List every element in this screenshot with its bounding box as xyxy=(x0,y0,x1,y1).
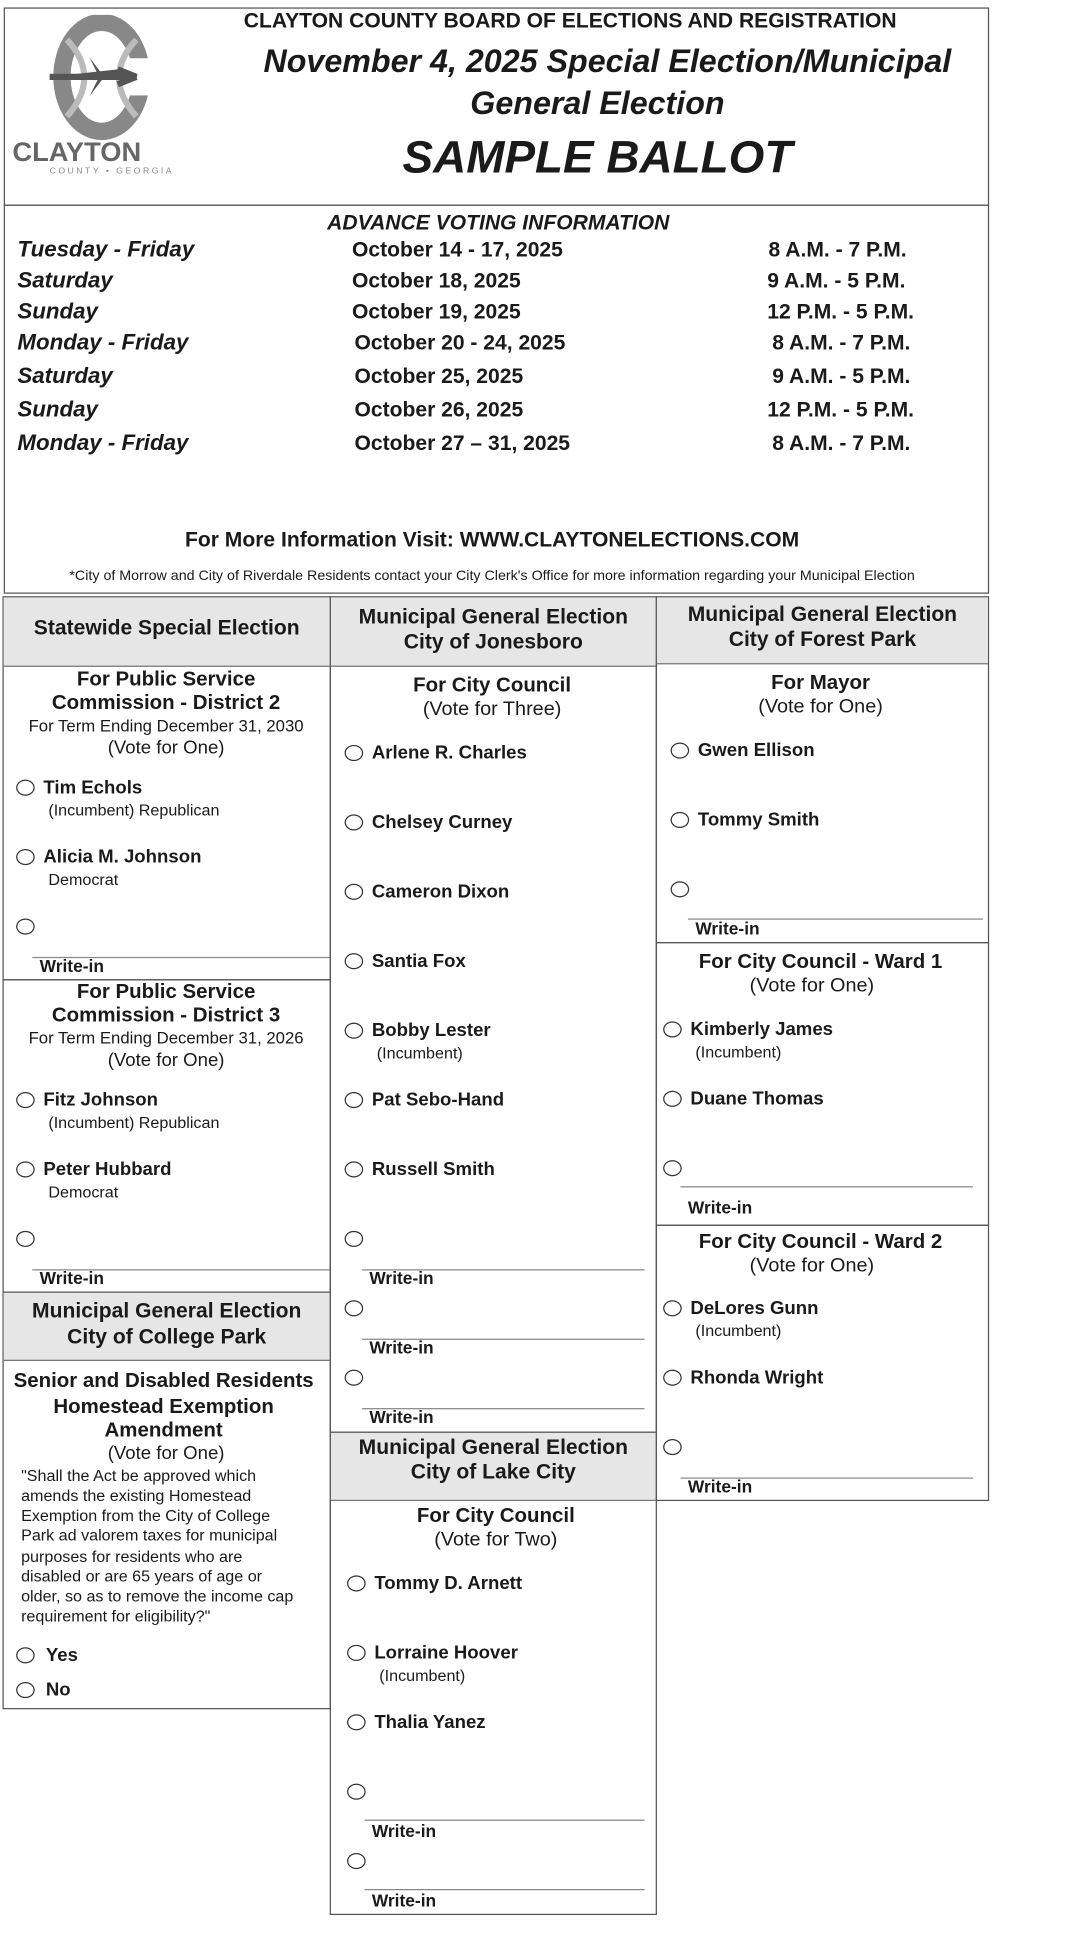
section-header-line: City of Lake City xyxy=(410,1459,576,1484)
candidate-name: DeLores Gunn xyxy=(690,1297,819,1319)
contest-title: Homestead Exemption xyxy=(53,1395,274,1418)
candidate-name: Duane Thomas xyxy=(690,1087,824,1110)
candidate-bubble[interactable] xyxy=(16,1161,35,1177)
voting-hours: 9 A.M. - 5 P.M. xyxy=(767,268,906,293)
contest-title: For Mayor xyxy=(771,671,870,695)
voting-dates: October 19, 2025 xyxy=(352,299,521,324)
candidate-bubble[interactable] xyxy=(16,849,35,865)
contest-title: Senior and Disabled Residents xyxy=(13,1369,314,1392)
candidate-bubble[interactable] xyxy=(345,1023,364,1039)
write-in-line[interactable] xyxy=(680,1186,973,1187)
section-header-line: Municipal General Election xyxy=(358,1434,628,1459)
contest-box xyxy=(330,596,657,1433)
write-in-bubble[interactable] xyxy=(16,1231,35,1247)
voting-hours: 12 P.M. - 5 P.M. xyxy=(767,299,915,324)
write-in-label: Write-in xyxy=(371,1821,437,1842)
option-bubble[interactable] xyxy=(16,1647,35,1663)
footnote: *City of Morrow and City of Riverdale Residents contact your City Clerk's Office for more information regarding your Municipal Election xyxy=(69,568,915,584)
candidate-bubble[interactable] xyxy=(345,1161,364,1177)
write-in-bubble[interactable] xyxy=(345,1231,364,1247)
write-in-bubble[interactable] xyxy=(663,1160,682,1176)
candidate-name: Tommy D. Arnett xyxy=(374,1572,523,1594)
voting-days: Monday - Friday xyxy=(17,430,189,456)
voting-days: Tuesday - Friday xyxy=(17,236,195,262)
ballot-title: SAMPLE BALLOT xyxy=(402,130,793,182)
candidate-detail: (Incumbent) xyxy=(695,1321,782,1340)
candidate-bubble[interactable] xyxy=(663,1091,682,1107)
vote-instruction: (Vote for Two) xyxy=(434,1529,558,1551)
vote-instruction: (Vote for One) xyxy=(758,696,883,718)
section-header-line: Municipal General Election xyxy=(358,604,628,628)
contest-title: For City Council xyxy=(413,674,572,697)
contest-term: For Term Ending December 31, 2030 xyxy=(28,715,304,735)
write-in-label: Write-in xyxy=(695,918,760,939)
candidate-bubble[interactable] xyxy=(16,780,35,796)
candidate-name: Lorraine Hoover xyxy=(374,1642,518,1664)
candidate-detail: (Incumbent) xyxy=(695,1042,782,1061)
candidate-detail: (Incumbent) Republican xyxy=(48,1112,220,1132)
vote-instruction: (Vote for One) xyxy=(107,1442,225,1464)
write-in-label: Write-in xyxy=(369,1337,434,1358)
candidate-bubble[interactable] xyxy=(16,1092,35,1108)
voting-dates: October 18, 2025 xyxy=(352,268,521,293)
candidate-name: Bobby Lester xyxy=(371,1019,491,1041)
write-in-label: Write-in xyxy=(687,1197,753,1218)
voting-dates: October 25, 2025 xyxy=(354,363,524,388)
candidate-name: Thalia Yanez xyxy=(374,1711,486,1733)
contest-title: For City Council - Ward 2 xyxy=(698,1230,943,1254)
candidate-bubble[interactable] xyxy=(345,745,364,761)
section-header-line: Municipal General Election xyxy=(32,1298,302,1323)
candidate-bubble[interactable] xyxy=(663,1370,682,1386)
candidate-name: Fitz Johnson xyxy=(43,1089,159,1111)
voting-days: Sunday xyxy=(17,396,98,422)
candidate-bubble[interactable] xyxy=(671,742,690,758)
question-text: amends the existing Homestead xyxy=(21,1486,252,1505)
candidate-bubble[interactable] xyxy=(671,812,690,828)
candidate-bubble[interactable] xyxy=(663,1021,682,1037)
voting-days: Sunday xyxy=(17,298,98,324)
contest-title: Commission - District 3 xyxy=(51,1003,281,1027)
candidate-bubble[interactable] xyxy=(347,1714,366,1730)
logo-sub: COUNTY • GEORGIA xyxy=(49,167,175,177)
voting-hours: 8 A.M. - 7 P.M. xyxy=(772,330,911,355)
candidate-name: Rhonda Wright xyxy=(690,1366,824,1388)
voting-dates: October 14 - 17, 2025 xyxy=(352,237,563,262)
voting-hours: 12 P.M. - 5 P.M. xyxy=(767,397,915,421)
option-label: Yes xyxy=(45,1644,78,1666)
write-in-bubble[interactable] xyxy=(663,1439,682,1455)
write-in-bubble[interactable] xyxy=(345,1370,364,1386)
question-text: Exemption from the City of College xyxy=(21,1506,271,1525)
voting-dates: October 27 – 31, 2025 xyxy=(354,430,571,455)
candidate-detail: (Incumbent) xyxy=(379,1665,466,1685)
vote-instruction: (Vote for One) xyxy=(107,737,225,759)
contest-title: Amendment xyxy=(104,1419,223,1442)
candidate-detail: Democrat xyxy=(48,1182,119,1201)
option-bubble[interactable] xyxy=(16,1682,35,1698)
contest-title: For City Council - Ward 1 xyxy=(698,950,943,973)
section-header-line: Municipal General Election xyxy=(687,601,958,626)
vote-instruction: (Vote for One) xyxy=(107,1049,225,1071)
write-in-bubble[interactable] xyxy=(16,918,35,934)
candidate-bubble[interactable] xyxy=(347,1645,366,1661)
write-in-bubble[interactable] xyxy=(671,881,690,897)
election-title: November 4, 2025 Special Election/Municipal xyxy=(263,41,952,79)
write-in-label: Write-in xyxy=(39,956,104,976)
write-in-label: Write-in xyxy=(371,1890,437,1911)
candidate-name: Tommy Smith xyxy=(697,809,820,831)
election-title: General Election xyxy=(470,83,725,122)
write-in-label: Write-in xyxy=(369,1407,434,1428)
candidate-name: Tim Echols xyxy=(43,776,143,798)
candidate-name: Gwen Ellison xyxy=(697,739,815,761)
candidate-name: Russell Smith xyxy=(371,1158,495,1180)
question-text: older, so as to remove the income cap xyxy=(21,1586,294,1606)
contest-title: For City Council xyxy=(416,1504,575,1527)
candidate-bubble[interactable] xyxy=(345,1092,364,1108)
voting-days: Saturday xyxy=(17,267,113,293)
contest-title: For Public Service xyxy=(76,980,256,1003)
clayton-logo xyxy=(12,15,198,179)
contest-box xyxy=(2,979,330,1293)
candidate-name: Chelsey Curney xyxy=(371,811,513,833)
candidate-bubble[interactable] xyxy=(345,953,364,969)
write-in-bubble[interactable] xyxy=(347,1784,366,1800)
write-in-bubble[interactable] xyxy=(345,1300,364,1316)
write-in-label: Write-in xyxy=(369,1268,434,1289)
candidate-name: Arlene R. Charles xyxy=(371,742,527,764)
option-label: No xyxy=(45,1679,71,1701)
voting-days: Saturday xyxy=(17,363,113,389)
write-in-label: Write-in xyxy=(39,1268,104,1289)
candidate-bubble[interactable] xyxy=(345,884,364,900)
question-text: disabled or are 65 years of age or xyxy=(21,1566,263,1586)
candidate-name: Santia Fox xyxy=(371,950,466,972)
contest-title: Commission - District 2 xyxy=(51,691,281,714)
candidate-name: Peter Hubbard xyxy=(43,1158,172,1180)
vote-instruction: (Vote for Three) xyxy=(422,699,562,721)
section-header-line: City of Jonesboro xyxy=(403,629,583,653)
voting-dates: October 20 - 24, 2025 xyxy=(354,330,566,355)
contest-title: For Public Service xyxy=(76,667,256,691)
candidate-bubble[interactable] xyxy=(347,1575,366,1591)
vote-instruction: (Vote for One) xyxy=(749,975,875,997)
candidate-name: Alicia M. Johnson xyxy=(43,846,202,868)
section-header-line: City of College Park xyxy=(67,1324,267,1349)
section-header-line: Statewide Special Election xyxy=(33,615,300,640)
candidate-detail: (Incumbent) Republican xyxy=(48,800,220,820)
more-info-link[interactable]: For More Information Visit: WWW.CLAYTONELECTIONS.COM xyxy=(184,527,800,552)
question-text: Park ad valorem taxes for municipal xyxy=(21,1526,278,1545)
voting-days: Monday - Friday xyxy=(17,329,189,355)
candidate-bubble[interactable] xyxy=(345,814,364,830)
contest-term: For Term Ending December 31, 2026 xyxy=(28,1028,304,1047)
section-header-line: City of Forest Park xyxy=(728,626,917,651)
candidate-name: Cameron Dixon xyxy=(371,880,510,903)
logo-name: CLAYTON xyxy=(12,136,142,168)
candidate-detail: Democrat xyxy=(48,869,119,889)
question-text: purposes for residents who are xyxy=(21,1546,243,1566)
vote-instruction: (Vote for One) xyxy=(749,1255,875,1277)
candidate-bubble[interactable] xyxy=(663,1300,682,1316)
candidate-name: Pat Sebo-Hand xyxy=(371,1089,505,1111)
voting-dates: October 26, 2025 xyxy=(354,397,524,421)
question-text: requirement for eligibility?" xyxy=(21,1606,211,1626)
candidate-detail: (Incumbent) xyxy=(376,1043,463,1063)
voting-hours: 8 A.M. - 7 P.M. xyxy=(768,237,907,262)
question-text: "Shall the Act be approved which xyxy=(21,1466,257,1485)
write-in-label: Write-in xyxy=(687,1476,753,1497)
voting-hours: 8 A.M. - 7 P.M. xyxy=(772,430,911,455)
voting-hours: 9 A.M. - 5 P.M. xyxy=(772,363,911,388)
org-name: CLAYTON COUNTY BOARD OF ELECTIONS AND REGISTRATION xyxy=(243,8,897,32)
advance-voting-title: ADVANCE VOTING INFORMATION xyxy=(327,210,670,234)
candidate-name: Kimberly James xyxy=(690,1018,834,1040)
write-in-bubble[interactable] xyxy=(347,1853,366,1869)
